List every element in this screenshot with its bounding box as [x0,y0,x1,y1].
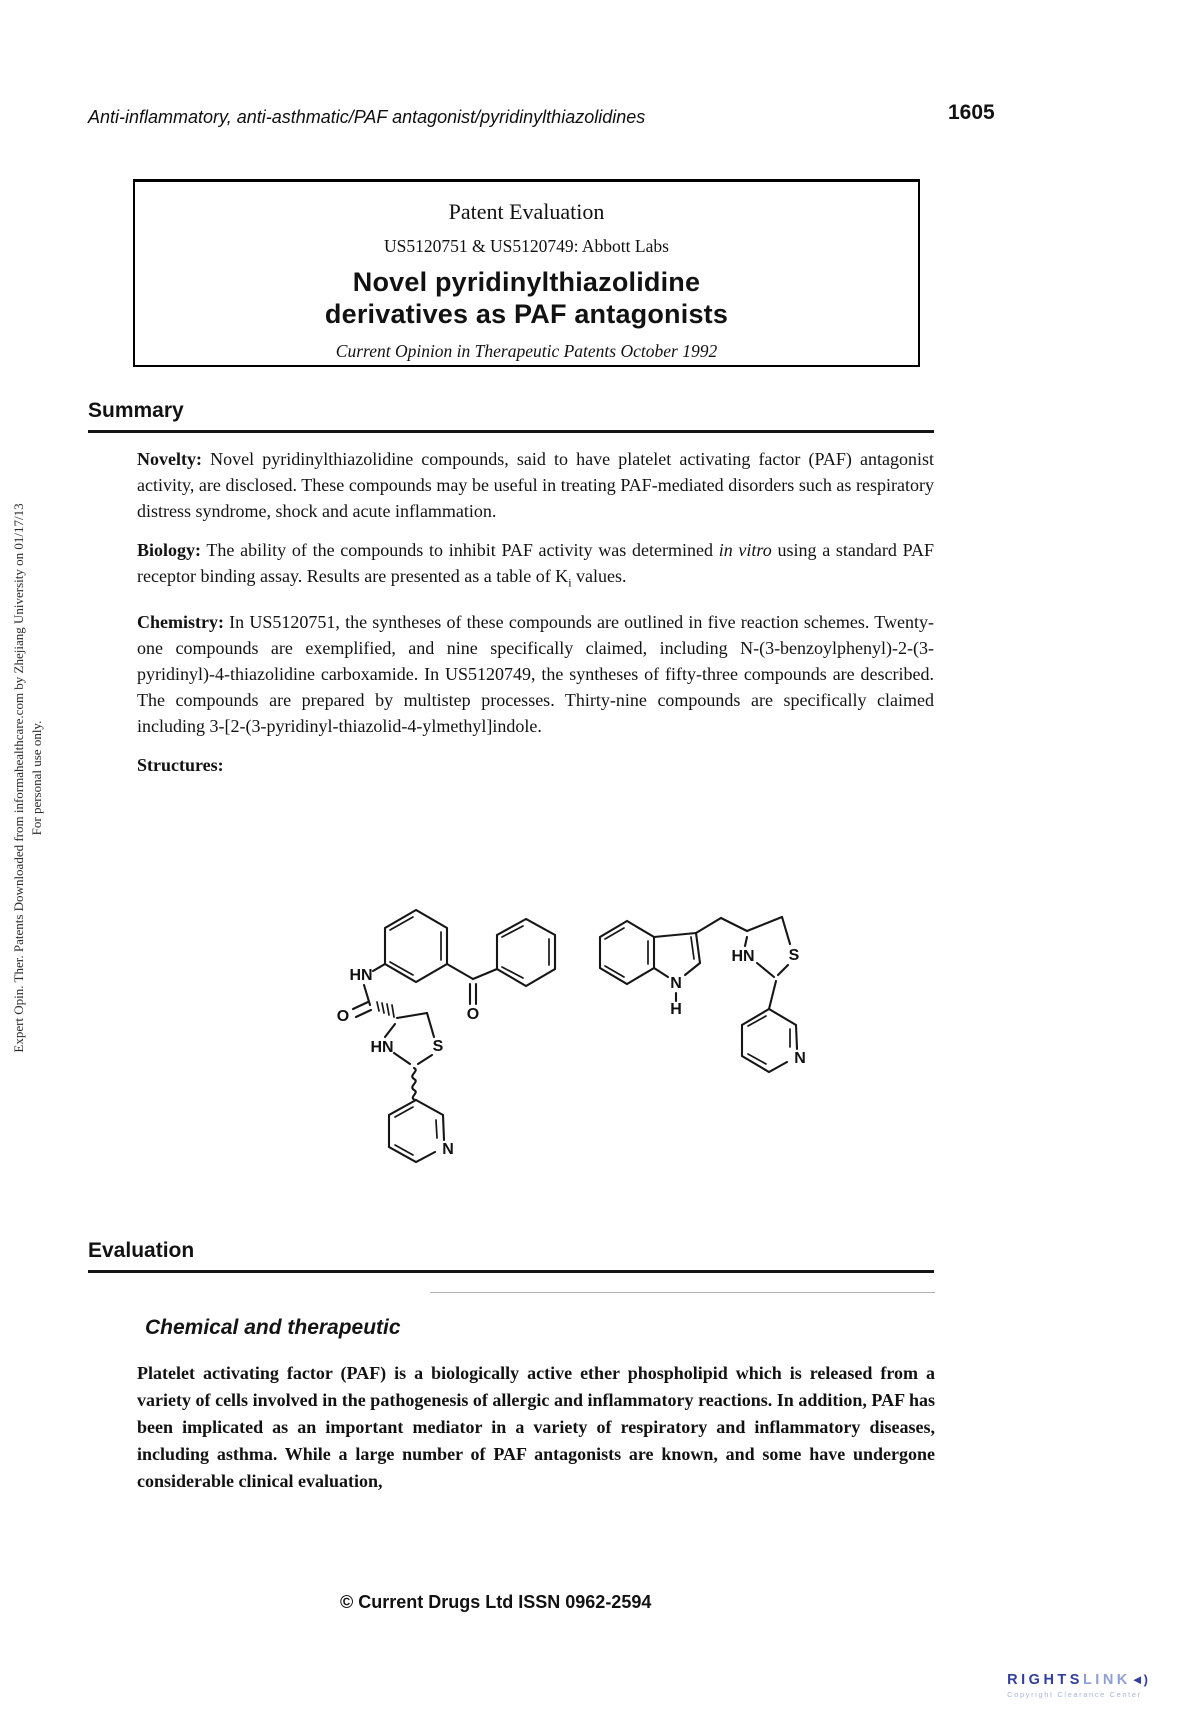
atom-label-thiazolidine2-s: S [788,947,800,964]
atom-label-thiazolidine-s: S [432,1038,444,1055]
novelty-paragraph [137,446,934,524]
biology-text-1: The ability of the compounds to inhibit PAF activity was determined [201,540,719,560]
evaluation-paragraph: Platelet activating factor (PAF) is a biologically active ether phospholipid which is released from a variety of cells involved in the pathogenesis of allergic and inflammatory reactions. In addition, PAF has been implicated as an important mediator in a variety of respiratory and inflammatory diseases, including asthma. While a large number of PAF antagonists are known, and some have undergone considerable clinical evaluation, [137,1363,935,1491]
article-title-line2: derivatives as PAF antagonists [324,299,729,329]
atom-label-amide-o: O [336,1008,350,1025]
copyright-footer: © Current Drugs Ltd ISSN 0962-2594 [340,1592,652,1612]
biology-italic: in vitro [718,540,772,560]
chemistry-paragraph [137,609,934,739]
atom-label-pyridine-n: N [442,1141,454,1158]
rightslink-speaker-icon: ◄) [1130,1672,1148,1687]
biology-text-3: values. [571,566,627,586]
patent-numbers: US5120751 & US5120749: Abbott Labs [384,236,669,256]
atom-label-anilide-hn: HN [349,967,373,984]
atom-label-thiazolidine2-hn: HN [731,948,755,965]
biology-label: Biology: [137,540,202,560]
novelty-label: Novelty: [137,449,202,469]
rightslink-tagline: Copyright Clearance Center [1007,1690,1142,1699]
chemical-structure-right [600,917,806,1072]
atom-label-indole-h: H [670,1001,682,1018]
download-watermark [10,453,46,1103]
summary-heading: Summary [88,399,934,433]
atom-label-ketone-o: O [466,1006,480,1023]
atom-label-thiazolidine-hn: HN [370,1039,394,1056]
article-title [135,266,918,330]
scan-artifact-line [430,1292,935,1293]
chemistry-label: Chemistry: [137,611,224,632]
atom-label-indole-n: N [670,975,682,992]
rightslink-text-dark: RIGHTS [1007,1672,1083,1688]
article-kicker: Patent Evaluation [448,199,605,224]
structures-label: Structures: [137,754,224,775]
chemistry-text: In US5120751, the syntheses of these compounds are outlined in five reaction schemes. Twenty-one compounds are exemplified, and nine specifically claimed, including N-(3-benzoylphenyl)-2-(3-pyridinyl)-4-thiazolidine carboxamide. In US5120749, the syntheses of fifty-three compounds are described. The compounds are prepared by multistep processes. Thirty-nine compounds are specifically claimed including 3-[2-(3-pyridinyl-thiazolid-4-ylmethyl]indole. [137,611,934,736]
watermark-line1: Expert Opin. Ther. Patents Downloaded from informahealthcare.com by Zhejiang University on 01/17/13 [11,503,26,1053]
running-head: Anti-inflammatory, anti-asthmatic/PAF antagonist/pyridinylthiazolidines [88,107,646,127]
biology-subscript: i [568,575,572,590]
page-number: 1605 [948,101,995,124]
chemical-structure-left [337,910,555,1162]
journal-source: Current Opinion in Therapeutic Patents October 1992 [335,341,718,361]
evaluation-subheading: Chemical and therapeutic [145,1316,401,1339]
rightslink-logo[interactable] [1007,1672,1148,1699]
summary-body [137,446,934,791]
atom-label-pyridine2-n: N [794,1050,806,1067]
article-title-line1: Novel pyridinylthiazolidine [352,267,701,297]
rightslink-text-light: LINK [1082,1672,1131,1688]
watermark-line2: For personal use only. [29,720,44,836]
title-box [133,179,920,367]
biology-text-2: using a standard PAF receptor binding assay. Results are presented as a table of K [137,540,934,586]
chemical-structures-figure [283,813,813,1213]
evaluation-heading: Evaluation [88,1239,934,1273]
rightslink-wordmark [1007,1672,1148,1688]
biology-paragraph [137,537,934,596]
novelty-text: Novel pyridinylthiazolidine compounds, said to have platelet activating factor (PAF) antagonist activity, are disclosed. These compounds may be useful in treating PAF-mediated disorders such as respiratory distress syndrome, shock and acute inflammation. [137,449,934,521]
